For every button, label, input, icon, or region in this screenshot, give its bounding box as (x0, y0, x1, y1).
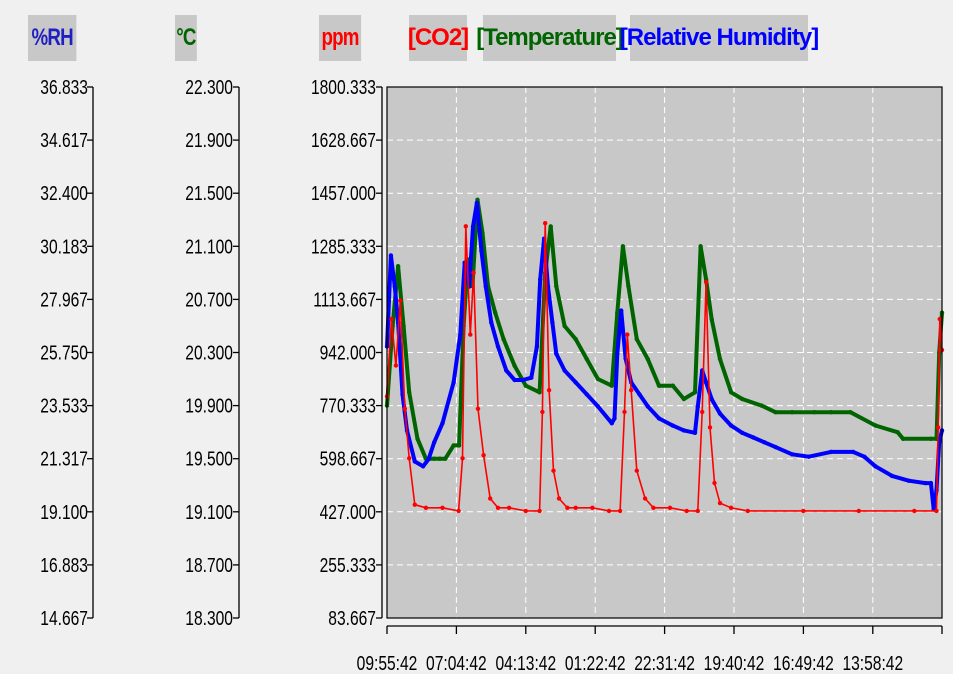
rh-axis-tick-label: 27.967 (40, 288, 88, 311)
series-temperature-point (812, 410, 816, 414)
series-relative-humidity-point (596, 404, 600, 408)
temperature-unit-label: °C (175, 15, 197, 61)
series-relative-humidity-point (393, 284, 397, 288)
series-temperature-point (610, 384, 614, 388)
series-co2-point (456, 509, 460, 513)
series-relative-humidity-point (710, 397, 714, 401)
series-co2-point (590, 506, 594, 510)
series-relative-humidity-point (873, 464, 877, 468)
temperature-axis-tick-label: 18.300 (185, 607, 233, 630)
legend-item-co2[interactable]: [CO2] (409, 15, 467, 61)
legend-item-relative-humidity[interactable]: [Relative Humidity] (630, 15, 808, 61)
series-co2-point (394, 363, 398, 367)
series-relative-humidity-point (479, 249, 483, 253)
series-co2-point (934, 509, 938, 513)
series-co2-point (551, 469, 555, 473)
series-co2-point (700, 410, 704, 414)
series-co2-point (424, 506, 428, 510)
temperature-axis-tick-label: 21.500 (185, 182, 233, 205)
rh-axis-tick-label: 19.100 (40, 500, 88, 524)
co2-unit-label: ppm (319, 15, 361, 61)
rh-axis-tick-label: 34.617 (40, 129, 88, 152)
series-temperature-point (646, 357, 650, 361)
rh-unit-label: %RH (28, 15, 76, 61)
series-relative-humidity-point (489, 320, 493, 324)
series-temperature-point (493, 311, 497, 315)
temperature-axis-tick-label: 22.300 (185, 76, 233, 99)
series-co2-point (685, 509, 689, 513)
series-co2-point (801, 509, 805, 513)
co2-axis-tick-label: 83.667 (328, 607, 376, 630)
series-co2-point (708, 425, 712, 429)
temperature-axis-tick-label: 19.100 (185, 500, 233, 524)
series-co2-point (413, 503, 417, 507)
series-relative-humidity-point (671, 423, 675, 427)
series-relative-humidity-point (619, 308, 623, 312)
series-relative-humidity-point (890, 474, 894, 478)
series-temperature-point (740, 397, 744, 401)
series-co2-point (476, 407, 480, 411)
series-relative-humidity-point (696, 404, 700, 408)
series-relative-humidity-point (807, 455, 811, 459)
series-relative-humidity-point (413, 459, 417, 463)
series-relative-humidity-point (657, 416, 661, 420)
series-co2-point (857, 509, 861, 513)
series-temperature-point (626, 284, 630, 288)
series-temperature-point (682, 397, 686, 401)
series-temperature-point (615, 311, 619, 315)
series-relative-humidity-point (440, 421, 444, 425)
series-temperature-point (554, 284, 558, 288)
series-co2-point (543, 221, 547, 225)
x-axis-tick-label: 09:55:42 (356, 652, 418, 674)
series-temperature-point (929, 437, 933, 441)
co2-axis-tick-label: 770.333 (319, 394, 376, 418)
series-temperature-point (773, 410, 777, 414)
series-temperature-point (710, 317, 714, 321)
series-relative-humidity-point (484, 284, 488, 288)
series-co2-point (540, 410, 544, 414)
series-co2-point (574, 506, 578, 510)
series-relative-humidity-point (762, 440, 766, 444)
co2-axis-tick-label: 1457.000 (310, 182, 376, 205)
x-axis-tick-label: 22:31:42 (634, 652, 695, 674)
series-temperature-point (895, 430, 899, 434)
co2-axis-tick-label: 1113.667 (313, 288, 376, 311)
series-relative-humidity-point (693, 431, 697, 435)
series-co2-point (471, 271, 475, 275)
series-relative-humidity-point (512, 378, 516, 382)
series-relative-humidity-point (637, 392, 641, 396)
series-temperature-point (790, 410, 794, 414)
x-axis-tick-label: 16:49:42 (773, 652, 834, 674)
co2-axis-tick-label: 1628.667 (310, 129, 376, 152)
series-relative-humidity-point (829, 450, 833, 454)
series-relative-humidity-point (458, 332, 462, 336)
series-relative-humidity-point (790, 452, 794, 456)
series-co2-point (704, 280, 708, 284)
series-co2-point (496, 506, 500, 510)
series-co2-point (696, 509, 700, 513)
series-co2-point (668, 506, 672, 510)
co2-axis-tick-label: 598.667 (319, 447, 376, 471)
series-relative-humidity-point (851, 450, 855, 454)
series-temperature-point (718, 357, 722, 361)
co2-axis-tick-label: 255.333 (319, 554, 376, 577)
x-axis-tick-label: 19:40:42 (703, 652, 765, 674)
series-temperature-point (537, 390, 541, 394)
series-relative-humidity-point (504, 368, 508, 372)
rh-axis-tick-label: 25.750 (40, 341, 88, 364)
rh-axis-tick-label: 36.833 (40, 76, 88, 99)
series-temperature-point (457, 443, 461, 447)
series-temperature-point (848, 410, 852, 414)
series-co2-point (407, 456, 411, 460)
series-co2-point (629, 388, 633, 392)
series-temperature-point (671, 384, 675, 388)
series-temperature-point (415, 437, 419, 441)
series-relative-humidity-point (646, 404, 650, 408)
series-relative-humidity-point (496, 344, 500, 348)
rh-axis-tick-label: 21.317 (40, 447, 88, 471)
series-co2-point (403, 407, 407, 411)
series-relative-humidity-point (421, 464, 425, 468)
series-relative-humidity-point (862, 455, 866, 459)
series-temperature-point (729, 390, 733, 394)
series-relative-humidity-point (923, 481, 927, 485)
series-co2-point (440, 506, 444, 510)
rh-axis-tick-label: 23.533 (40, 394, 88, 418)
series-co2-point (746, 509, 750, 513)
series-co2-point (507, 506, 511, 510)
series-relative-humidity-point (585, 392, 589, 396)
series-co2-point (537, 509, 541, 513)
legend-item-temperature[interactable]: [Temperature] (483, 15, 616, 61)
series-co2-point (622, 410, 626, 414)
series-temperature-point (501, 337, 505, 341)
series-relative-humidity-point (451, 380, 455, 384)
series-co2-point (524, 509, 528, 513)
series-relative-humidity-point (610, 421, 614, 425)
co2-axis-tick-label: 1285.333 (310, 235, 376, 258)
series-co2-point (912, 509, 916, 513)
series-co2-point (460, 456, 464, 460)
series-relative-humidity-point (740, 431, 744, 435)
series-relative-humidity-point (751, 435, 755, 439)
series-relative-humidity-point (704, 380, 708, 384)
series-relative-humidity-point (471, 225, 475, 229)
series-co2-point (565, 506, 569, 510)
temperature-axis-tick-label: 20.300 (185, 341, 233, 364)
series-relative-humidity-point (535, 344, 539, 348)
series-temperature-point (901, 437, 905, 441)
series-temperature-point (562, 324, 566, 328)
temperature-axis-tick-label: 19.900 (185, 394, 233, 418)
series-temperature-point (396, 264, 400, 268)
series-temperature-point (574, 337, 578, 341)
series-temperature-point (524, 384, 528, 388)
series-co2-point (625, 332, 629, 336)
series-relative-humidity-point (554, 352, 558, 356)
series-co2-point (464, 224, 468, 228)
series-relative-humidity-point (521, 378, 525, 382)
series-temperature-point (693, 390, 697, 394)
series-co2-point (938, 317, 942, 321)
series-co2-point (481, 453, 485, 457)
series-relative-humidity-point (529, 376, 533, 380)
series-temperature-point (635, 337, 639, 341)
series-co2-point (718, 501, 722, 505)
temperature-axis-tick-label: 21.900 (185, 129, 233, 152)
series-temperature-point (873, 423, 877, 427)
series-temperature-point (438, 457, 442, 461)
series-co2-point (547, 388, 551, 392)
series-co2-point (729, 506, 733, 510)
series-co2-point (468, 332, 472, 336)
rh-axis-tick-label: 14.667 (40, 607, 88, 630)
series-co2-point (618, 509, 622, 513)
series-co2-point (643, 496, 647, 500)
series-relative-humidity-point (773, 445, 777, 449)
series-temperature-point (451, 443, 455, 447)
temperature-axis-tick-label: 21.100 (185, 235, 233, 258)
series-relative-humidity-point (562, 368, 566, 372)
series-temperature-point (585, 357, 589, 361)
series-temperature-point (759, 403, 763, 407)
series-relative-humidity-point (729, 423, 733, 427)
x-axis-tick-label: 04:13:42 (495, 652, 557, 674)
series-co2-point (635, 469, 639, 473)
series-temperature-point (432, 457, 436, 461)
series-relative-humidity-point (432, 440, 436, 444)
series-co2-point (936, 425, 940, 429)
series-co2-point (488, 496, 492, 500)
series-temperature-point (407, 390, 411, 394)
series-relative-humidity-point (718, 411, 722, 415)
x-axis-tick-label: 13:58:42 (842, 652, 904, 674)
series-relative-humidity-point (389, 253, 393, 257)
series-relative-humidity-point (550, 320, 554, 324)
temperature-axis-tick-label: 18.700 (185, 554, 233, 577)
series-temperature-point (512, 364, 516, 368)
series-temperature-point (621, 244, 625, 248)
series-relative-humidity-point (615, 352, 619, 356)
temperature-axis-tick-label: 19.500 (185, 447, 233, 471)
series-temperature-point (596, 377, 600, 381)
rh-axis-tick-label: 32.400 (40, 182, 88, 205)
series-temperature-point (698, 244, 702, 248)
series-relative-humidity-point (574, 380, 578, 384)
series-co2-point (607, 509, 611, 513)
series-co2-point (651, 506, 655, 510)
series-relative-humidity-point (426, 457, 430, 461)
series-temperature-point (443, 457, 447, 461)
series-temperature-point (657, 384, 661, 388)
x-axis-tick-label: 07:04:42 (426, 652, 487, 674)
co2-axis-tick-label: 942.000 (319, 341, 376, 364)
rh-axis-tick-label: 30.183 (40, 235, 88, 258)
co2-axis-tick-label: 1800.333 (310, 76, 376, 99)
temperature-axis-tick-label: 20.700 (185, 288, 233, 311)
series-co2-point (712, 481, 716, 485)
rh-axis-tick-label: 16.883 (40, 554, 88, 577)
series-co2-point (398, 298, 402, 302)
series-temperature-point (549, 224, 553, 228)
series-relative-humidity-point (907, 479, 911, 483)
x-axis-tick-label: 01:22:42 (564, 652, 626, 674)
series-relative-humidity-point (475, 201, 479, 205)
co2-axis-tick-label: 427.000 (319, 500, 376, 524)
series-co2-point (389, 317, 393, 321)
series-relative-humidity-point (612, 416, 616, 420)
series-relative-humidity-point (929, 481, 933, 485)
series-relative-humidity-point (538, 277, 542, 281)
series-co2-point (557, 496, 561, 500)
series-temperature-point (829, 410, 833, 414)
series-relative-humidity-point (682, 428, 686, 432)
